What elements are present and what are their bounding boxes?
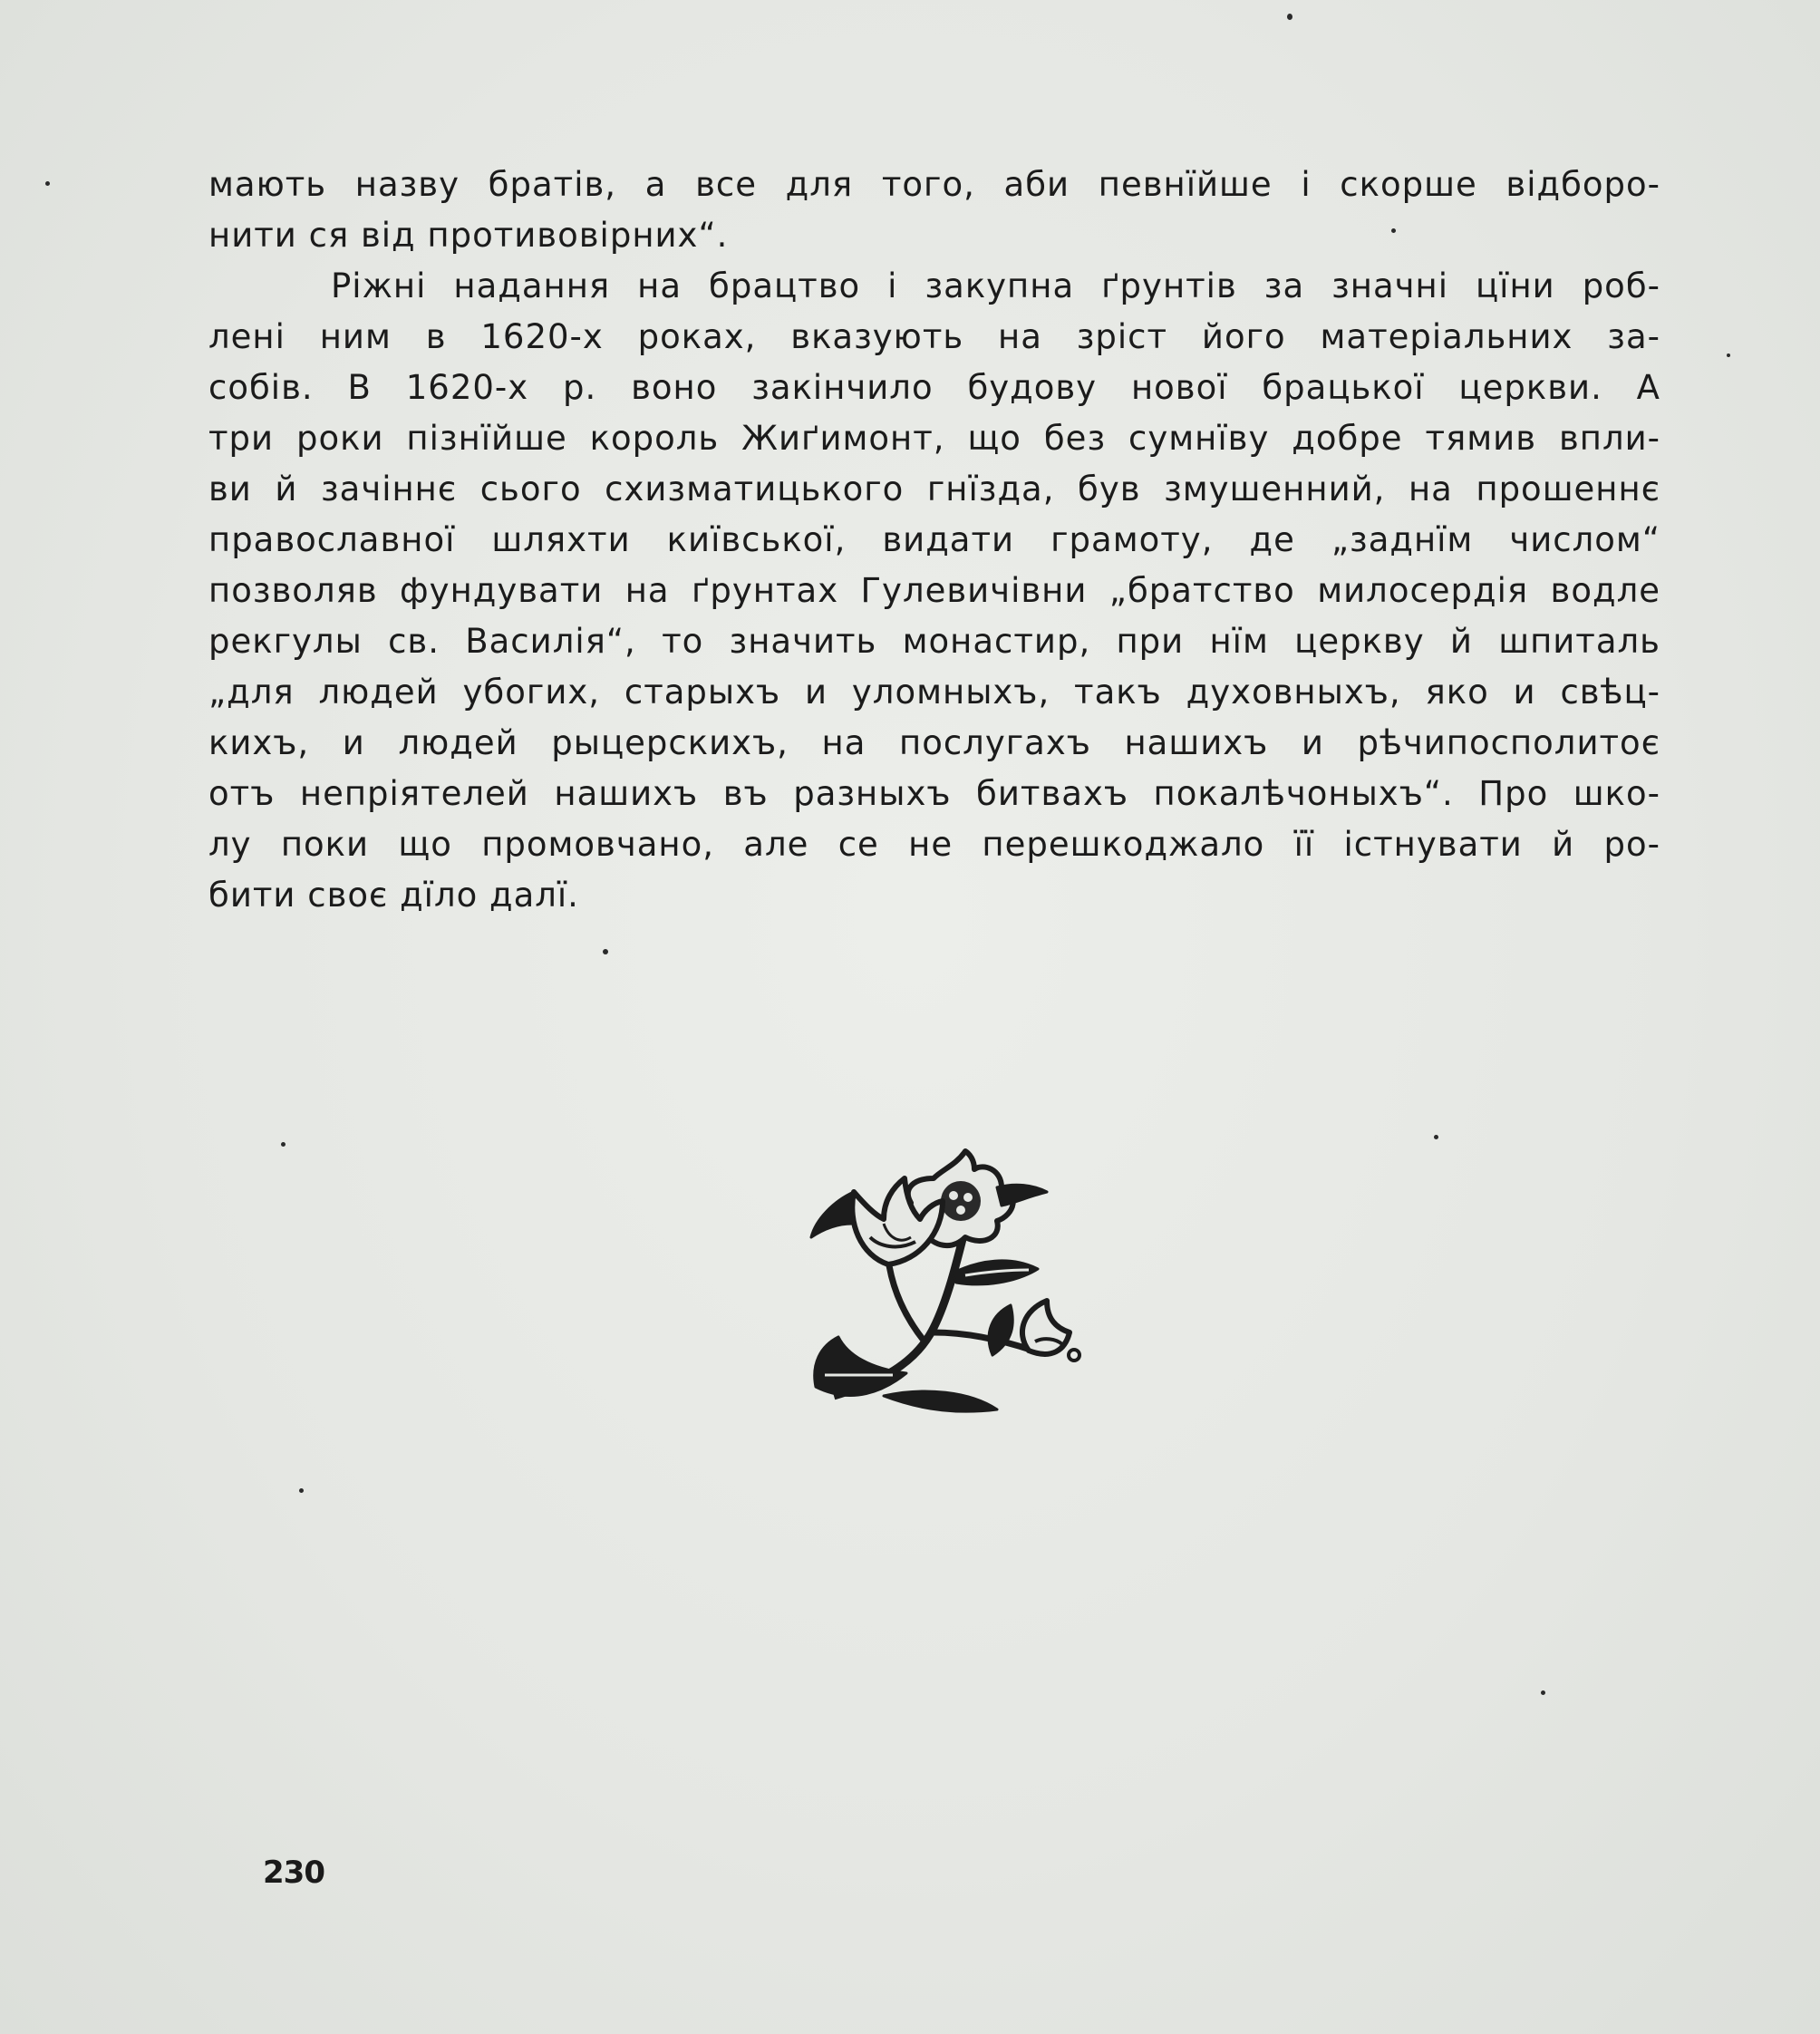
scan-speck: [1434, 1135, 1438, 1139]
floral-ornament-icon: [798, 1138, 1088, 1428]
text-line-13: отъ непріятелей нашихъ въ разныхъ битвахъ покалѣчоныхъ“. Про шко-: [208, 774, 1660, 813]
scan-speck: [281, 1142, 286, 1147]
scan-speck: [299, 1488, 304, 1493]
text-line-11: „для людей убогих, старыхъ и уломныхъ, такъ духовныхъ, яко и свѣц-: [208, 673, 1660, 712]
scan-speck: [1391, 228, 1396, 233]
scan-speck: [1541, 1690, 1545, 1695]
text-line-5: собів. В 1620-х р. воно закінчило будову нової брацької церкви. А: [208, 368, 1660, 407]
text-line-12: кихъ, и людей рыцерскихъ, на послугахъ нашихъ и рѣчипосполитоє: [208, 723, 1660, 762]
scan-speck: [45, 181, 50, 186]
text-line-15: бити своє дїло далї.: [208, 876, 579, 915]
scan-speck: [603, 949, 608, 954]
scan-speck: [1727, 354, 1730, 357]
text-line-3: Ріжні надання на брацтво і закупна ґрунтів за значні цїни роб-: [331, 266, 1660, 305]
text-line-7: ви й зачіннє сього схизматицького гнїзда, був змушенний, на прошеннє: [208, 470, 1660, 508]
text-line-14: лу поки що промовчано, але се не перешкоджало її істнувати й ро-: [208, 825, 1660, 864]
text-line-8: православної шляхти київської, видати грамоту, де „заднїм числом“: [208, 520, 1660, 559]
text-line-1: мають назву братів, а все для того, аби певнїйше і скорше відборо-: [208, 165, 1660, 204]
scan-speck: [1287, 14, 1292, 20]
text-line-4: лені ним в 1620-х роках, вказують на зріст його матеріальних за-: [208, 317, 1660, 356]
page-number: 230: [263, 1855, 324, 1891]
text-line-10: рекгулы св. Василія“, то значить монастир, при нїм церкву й шпиталь: [208, 622, 1660, 661]
body-text: [208, 160, 1660, 921]
text-line-9: позволяв фундувати на ґрунтах Гулевичівни „братство милосердія водле: [208, 571, 1660, 610]
text-line-2: нити ся від противовірних“.: [208, 216, 729, 255]
text-line-6: три роки пізнїйше король Жиґимонт, що без сумнїву добре тямив впли-: [208, 419, 1660, 458]
